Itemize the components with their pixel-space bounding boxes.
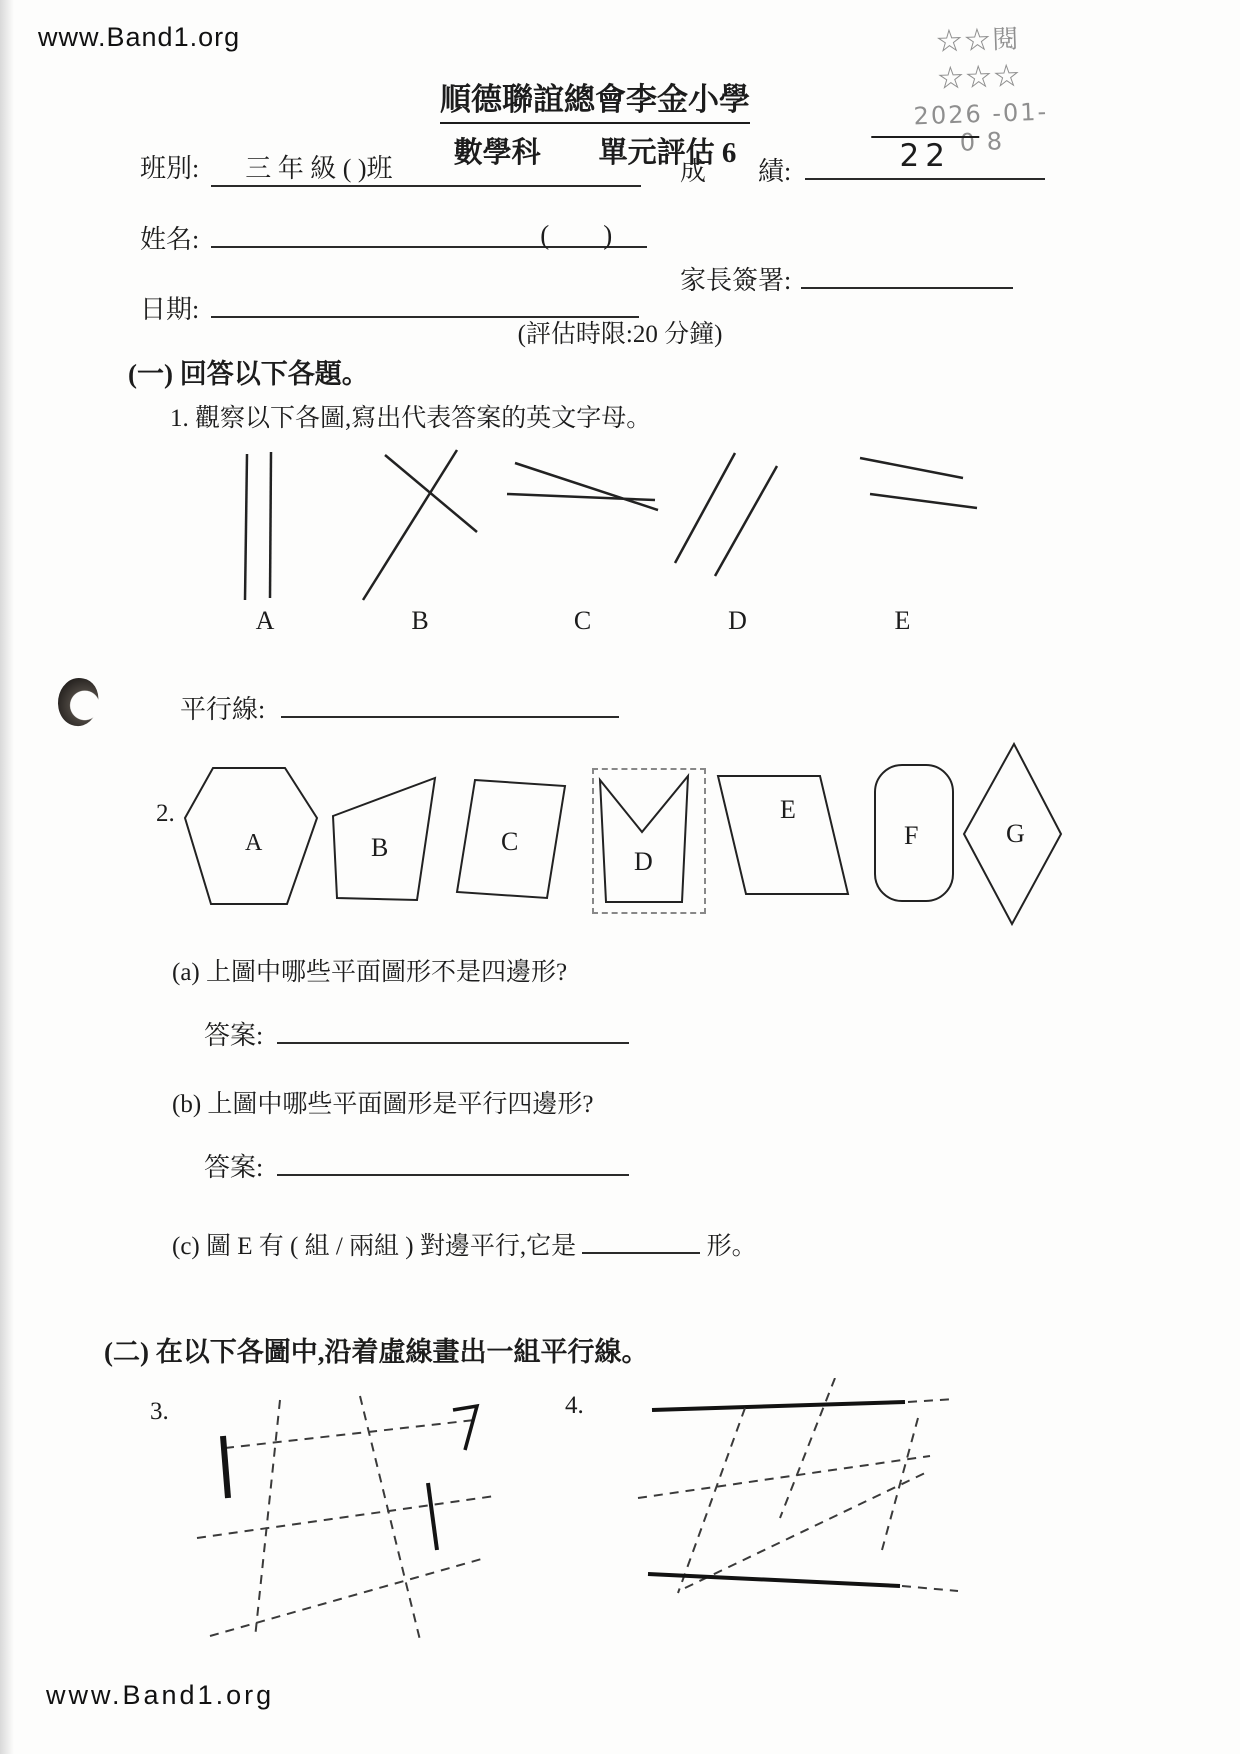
watermark-top: www.Band1.org	[38, 22, 241, 52]
parallelogram-shape	[455, 776, 569, 902]
class-row	[140, 148, 641, 187]
time-limit-note: (評估時限:20 分鐘)	[517, 321, 723, 348]
q1-label-d: D	[728, 606, 747, 635]
q1-figure-e	[825, 448, 980, 636]
q1-text: 1. 觀察以下各圖,寫出代表答案的英文字母。	[170, 405, 652, 432]
q2a-answer-row	[204, 1014, 629, 1052]
q2-label-a: A	[245, 830, 263, 856]
parallel-vertical-lines-figure	[195, 448, 335, 606]
q2c-text-pre: (c) 圖 E 有 ( 組 / 兩組 ) 對邊平行,它是	[172, 1233, 577, 1260]
name-label: 姓名:	[140, 225, 200, 254]
q1-answer-row	[180, 688, 619, 726]
q2b-text: (b) 上圖中哪些平面圖形是平行四邊形?	[172, 1091, 594, 1118]
pen-mark-7	[453, 1406, 477, 1450]
pen-line-top	[652, 1402, 905, 1410]
hexagon-shape	[183, 766, 319, 906]
name-field	[211, 218, 647, 248]
part2-heading: (二) 在以下各圖中,沿着虛線畫出一組平行線。	[104, 1337, 649, 1367]
name-paren: ( )	[540, 220, 613, 250]
q2b-answer-row	[204, 1146, 629, 1184]
q2b-answer-field	[277, 1146, 629, 1176]
parent-sign-field	[801, 261, 1013, 289]
q2c-text-suffix: 形。	[706, 1233, 757, 1260]
date-label: 日期:	[140, 295, 200, 324]
q1-figure-d	[665, 448, 810, 636]
rhombus-shape	[962, 742, 1064, 926]
q1-figure-a	[195, 448, 335, 636]
q2-shape-a	[183, 766, 319, 906]
stamp-date: 2026 -01- 0 8	[913, 97, 1049, 157]
q2-shape-c	[455, 776, 569, 902]
scan-edge-shadow	[0, 0, 14, 1754]
pen-mark-stroke	[428, 1483, 437, 1550]
q2-shape-f	[872, 762, 956, 904]
parent-sign-label: 家長簽署:	[680, 266, 792, 295]
school-name: 順德聯誼總會李金小學	[440, 74, 750, 124]
q2a-answer-label: 答案:	[204, 1021, 264, 1050]
irregular-quadrilateral-shape	[327, 774, 441, 904]
q1-label-a: A	[255, 606, 275, 635]
q2-label-e: E	[780, 795, 796, 824]
q2-label-c: C	[501, 827, 519, 856]
q1-figure-b	[345, 448, 495, 636]
subject-line: 數學科 單元評估 6	[453, 137, 737, 169]
parallelogram-slanted-shape	[714, 772, 852, 900]
figure-4-dashed-lines	[630, 1378, 965, 1608]
score-row	[680, 138, 1045, 188]
q2-shape-d-dashed-frame	[592, 768, 706, 914]
class-field	[211, 148, 641, 187]
q2b-answer-label: 答案:	[204, 1153, 264, 1182]
stamp-stars-icon: ☆☆閱☆☆☆	[935, 24, 1023, 94]
q2c-row	[172, 1226, 757, 1262]
punch-hole-mark-icon	[55, 675, 101, 728]
fig4-number: 4.	[565, 1392, 584, 1419]
q1-figure-c	[505, 448, 660, 636]
score-value-handwritten: 22	[872, 136, 979, 174]
class-label: 班別:	[140, 154, 200, 183]
score-label: 成 績:	[680, 157, 792, 186]
shallow-crossing-lines-figure	[505, 448, 660, 606]
q1-answer-label: 平行線:	[180, 695, 266, 724]
q2a-answer-field	[277, 1014, 629, 1044]
q2a-text: (a) 上圖中哪些平面圖形不是四邊形?	[172, 959, 568, 986]
q2-label-g: G	[1006, 819, 1025, 848]
q2-label-f: F	[904, 821, 919, 850]
q2-label-d: D	[634, 847, 653, 876]
q2-label-b: B	[371, 833, 389, 862]
score-field	[805, 138, 1045, 180]
parent-sign-row	[680, 260, 1013, 297]
q1-answer-field	[281, 688, 619, 718]
q1-label-b: B	[411, 606, 429, 635]
rounded-rectangle-shape	[872, 762, 956, 904]
concave-pentagon-shape	[594, 770, 704, 912]
class-value: 三 年 級 ( )班	[245, 154, 393, 183]
q1-label-c: C	[573, 606, 592, 635]
watermark-bottom: www.Band1.org	[46, 1680, 275, 1710]
crossing-lines-figure	[345, 448, 495, 606]
q2-shape-g	[962, 742, 1064, 926]
parallel-slanted-lines-figure	[665, 448, 810, 606]
figure-3-dashed-lines	[185, 1388, 505, 1643]
q2-number: 2.	[156, 800, 175, 827]
near-parallel-lines-figure	[825, 448, 980, 606]
q2-shape-e	[714, 772, 852, 900]
q2-shape-b	[327, 774, 441, 904]
pen-mark-blob	[223, 1436, 228, 1498]
q1-label-e: E	[894, 606, 911, 635]
pen-line-bottom	[648, 1574, 900, 1586]
q2c-answer-field	[582, 1228, 700, 1254]
name-row	[140, 218, 647, 256]
fig3-number: 3.	[150, 1398, 169, 1425]
part1-heading: (一) 回答以下各題。	[128, 359, 369, 389]
